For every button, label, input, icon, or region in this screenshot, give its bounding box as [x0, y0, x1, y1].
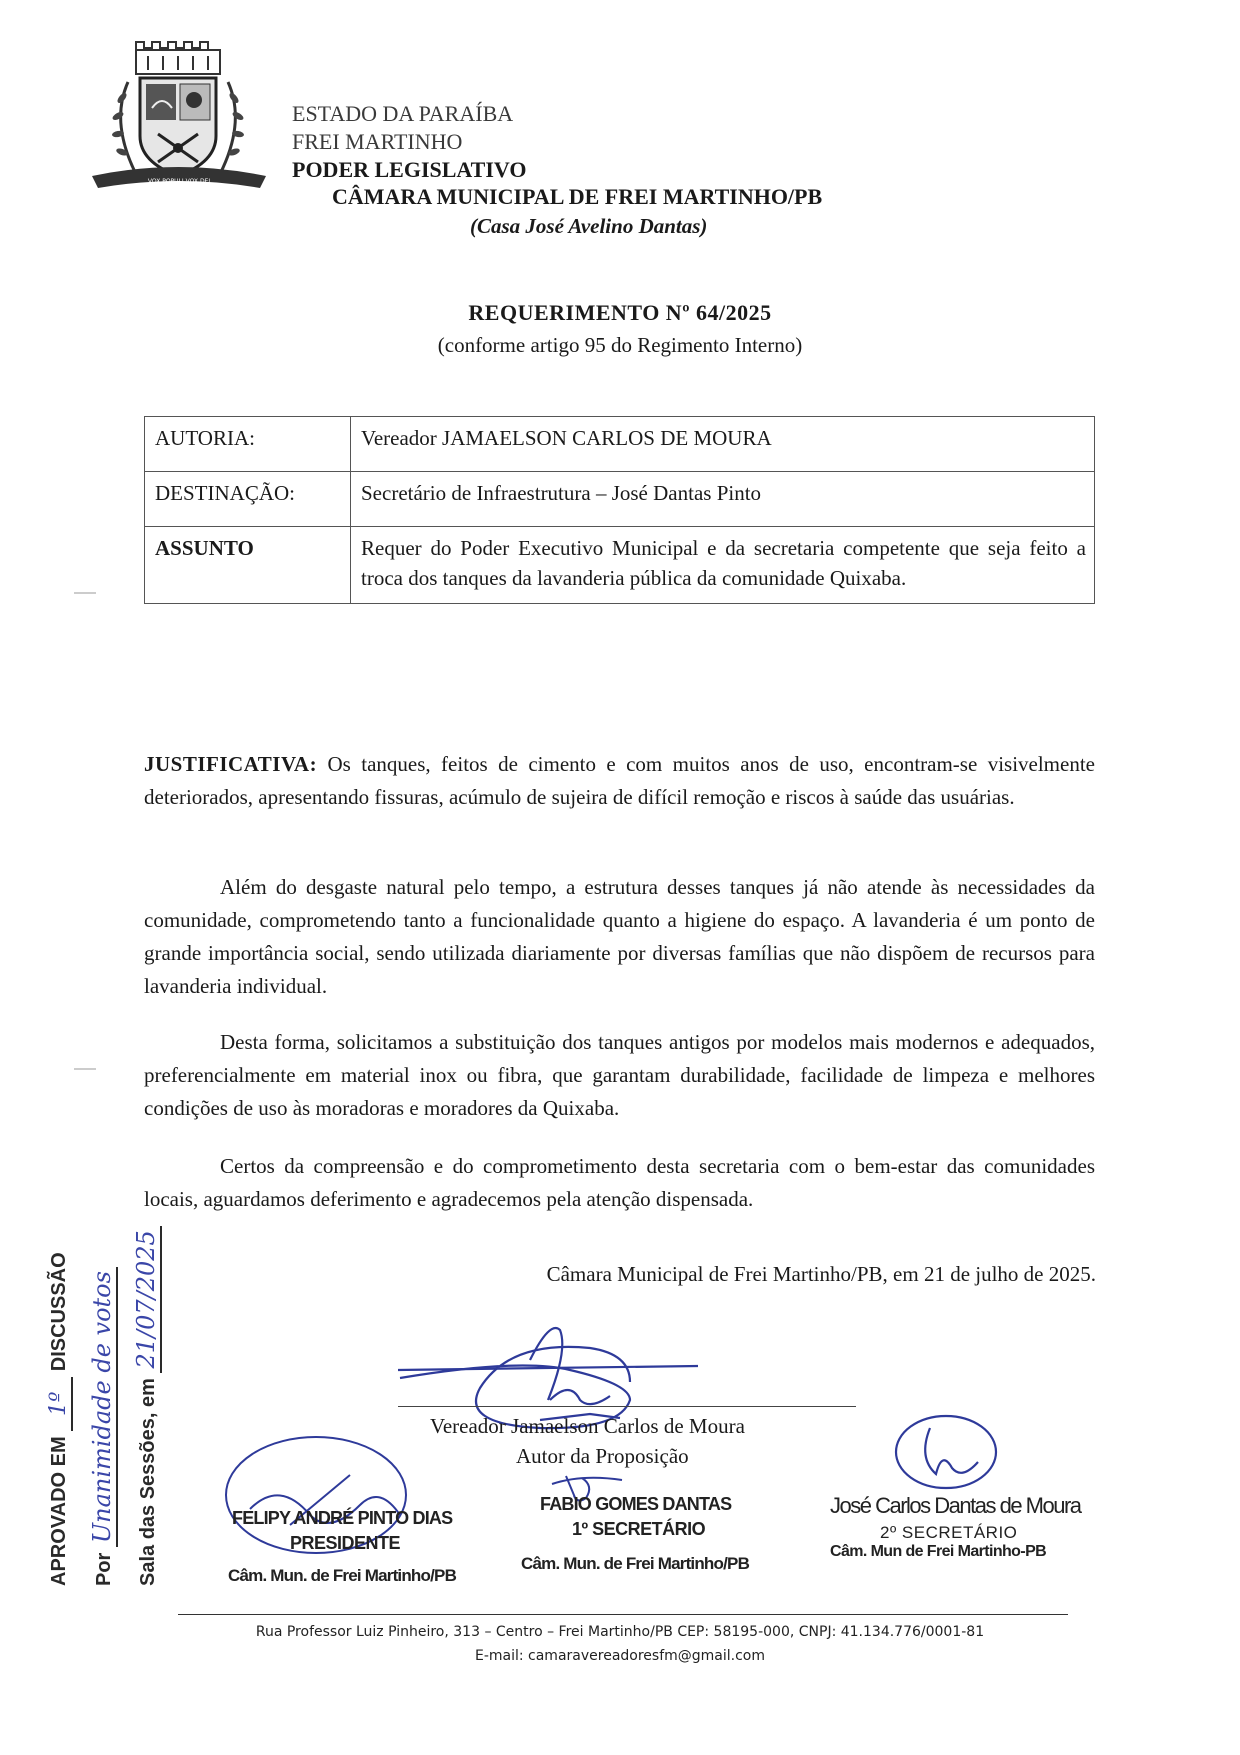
second-secretary-signature-scribble: [886, 1410, 1002, 1502]
president-role: PRESIDENTE: [290, 1533, 401, 1553]
paragraph-2: Além do desgaste natural pelo tempo, a estrutura desses tanques já não atende às necessidades da comunidade, comprometendo tanto a funcionalidade quanto a higiene do espaço. A lavanderia é um ponto de grande importância social, sendo utilizada diariamente por diversas famílias que não dispõem de recursos para lavanderia individual.: [144, 875, 1095, 998]
header-house: (Casa José Avelino Dantas): [470, 214, 708, 238]
table-label-assunto: ASSUNTO: [145, 527, 351, 604]
stamp-discussion-label: DISCUSSÃO: [48, 1252, 70, 1372]
second-secretary-org: Câm. Mun de Frei Martinho-PB: [830, 1543, 1047, 1560]
paragraph-1-text: Os tanques, feitos de cimento e com muitos anos de uso, encontram-se visivelmente deteriorados, apresentando fissuras, acúmulo de sujeira de difícil remoção e riscos à saúde das usuárias.: [144, 752, 1095, 809]
president-name: FELIPY ANDRÉ PINTO DIAS: [232, 1508, 453, 1528]
approval-stamp: [30, 1230, 180, 1610]
footer-divider: [178, 1614, 1068, 1615]
author-name: Vereador Jamaelson Carlos de Moura: [430, 1414, 745, 1438]
info-table: [144, 416, 1095, 604]
paragraph-3: Desta forma, solicitamos a substituição dos tanques antigos por modelos mais modernos e adequados, preferencialmente em material inox ou fibra, que garantam durabilidade, facilidade de limpeza e melhores condições de uso às moradoras e moradores da Quixaba.: [144, 1030, 1095, 1120]
table-row: [145, 527, 1095, 604]
first-secretary-role: 1º SECRETÁRIO: [572, 1519, 706, 1539]
svg-text:VOX POPULI VOX DEI: VOX POPULI VOX DEI: [147, 178, 211, 185]
first-secretary-name: FABIO GOMES DANTAS: [540, 1494, 732, 1514]
stamp-discussion-number: 1º: [46, 1377, 73, 1431]
paragraph-4: Certos da compreensão e do comprometimento desta secretaria com o bem-estar das comunidades locais, aguardamos deferimento e agradecemos pela atenção dispensada.: [144, 1154, 1095, 1211]
stamp-approved-prefix: APROVADO EM: [48, 1436, 70, 1586]
coat-of-arms-logo: [88, 38, 270, 196]
table-label-autoria: AUTORIA:: [145, 417, 351, 472]
table-label-destinacao: DESTINAÇÃO:: [145, 472, 351, 527]
scan-edge-mark: [74, 592, 96, 594]
author-role: Autor da Proposição: [516, 1444, 689, 1468]
document-title: REQUERIMENTO Nº 64/2025: [468, 300, 772, 325]
scan-edge-mark: [74, 1068, 96, 1070]
table-value-assunto: Requer do Poder Executivo Municipal e da secretaria competente que seja feito a troca dos tanques da lavanderia pública da comunidade Quixaba.: [351, 527, 1095, 604]
first-secretary-org: Câm. Mun. de Frei Martinho/PB: [521, 1554, 750, 1573]
document-subtitle: (conforme artigo 95 do Regimento Interno): [437, 333, 803, 357]
second-secretary-role: 2º SECRETÁRIO: [880, 1523, 1018, 1542]
table-value-destinacao: Secretário de Infraestrutura – José Dantas Pinto: [351, 472, 1095, 527]
stamp-line-approved: [46, 1252, 73, 1586]
president-org: Câm. Mun. de Frei Martinho/PB: [228, 1566, 457, 1585]
header-chamber: CÂMARA MUNICIPAL DE FREI MARTINHO/PB: [332, 184, 823, 209]
stamp-line-by: [88, 1267, 118, 1586]
date-line: Câmara Municipal de Frei Martinho/PB, em 21 de julho de 2025.: [546, 1262, 1096, 1286]
stamp-session-date: 21/07/2025: [132, 1226, 162, 1372]
header-power: PODER LEGISLATIVO: [292, 157, 527, 182]
footer-address: Rua Professor Luiz Pinheiro, 313 – Centro – Frei Martinho/PB CEP: 58195-000, CNPJ: 41.134.776/0001-81: [255, 1624, 985, 1640]
second-secretary-name: José Carlos Dantas de Moura: [830, 1493, 1081, 1518]
author-signature-line: [398, 1406, 856, 1407]
stamp-vote-result: Unanimidade de votos: [88, 1267, 118, 1547]
stamp-by-prefix: Por: [93, 1552, 115, 1586]
header-city: FREI MARTINHO: [292, 129, 463, 154]
justification-paragraph: [144, 748, 1095, 814]
stamp-line-session: [132, 1226, 162, 1586]
table-value-autoria: Vereador JAMAELSON CARLOS DE MOURA: [351, 417, 1095, 472]
table-row: [145, 472, 1095, 527]
header-state: ESTADO DA PARAÍBA: [292, 101, 514, 126]
justification-label: JUSTIFICATIVA:: [144, 752, 318, 776]
table-row: [145, 417, 1095, 472]
stamp-session-prefix: Sala das Sessões, em: [137, 1378, 159, 1586]
footer-email: E-mail: camaravereadoresfm@gmail.com: [474, 1648, 766, 1664]
